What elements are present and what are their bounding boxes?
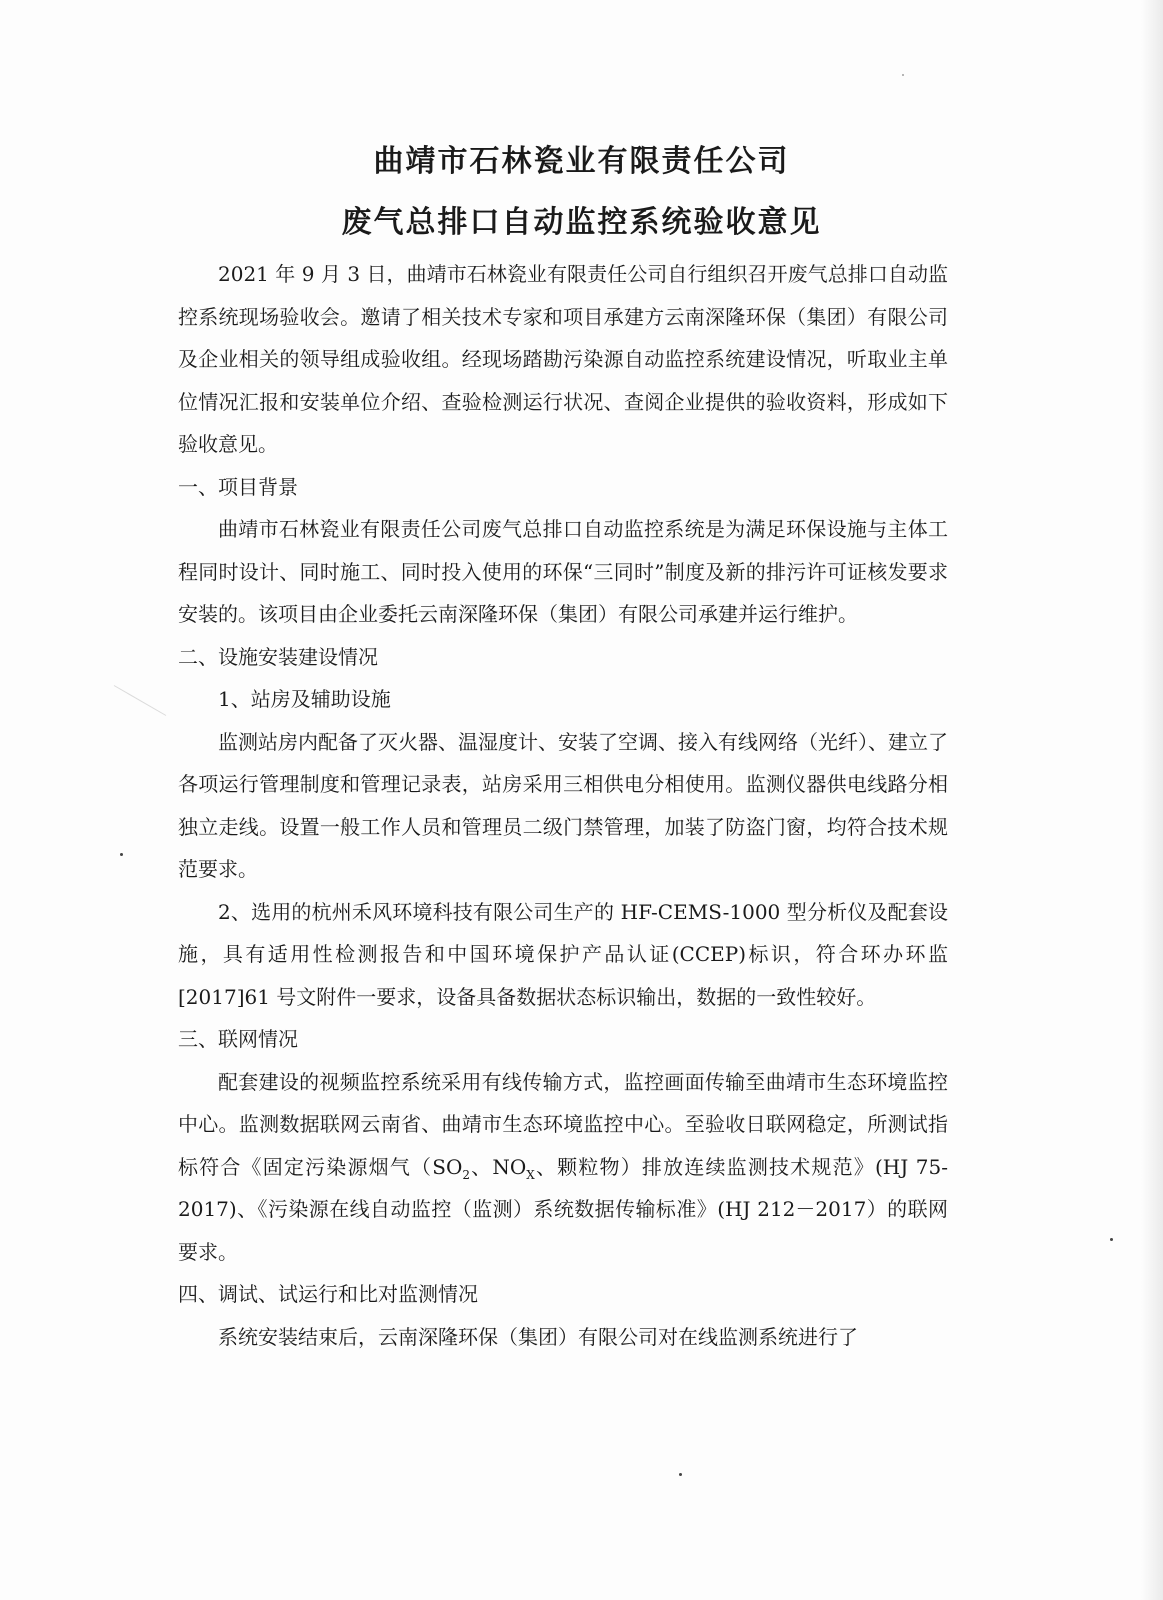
document-title-line1: 曲靖市石林瓷业有限责任公司 — [373, 144, 790, 179]
section3-heading: 三、联网情况 — [178, 1027, 298, 1051]
scan-speck — [1110, 1238, 1113, 1241]
section1-heading: 一、项目背景 — [178, 474, 298, 499]
section2-paragraph-2: 2、选用的杭州禾风环境科技有限公司生产的 HF-CEMS-1000 型分析仪及配套设施，具有适用性检测报告和中国环境保护产品认证(CCEP)标识，符合环办环监[2017]61 号文附件一要求，设备具备数据状态标识输出，数据的一致性较好。 — [178, 899, 948, 1009]
section2-subheading-1: 1、站房及辅助设施 — [218, 687, 391, 711]
scan-speck — [679, 1473, 682, 1476]
section2-paragraph-1: 监测站房内配备了灭火器、温湿度计、安装了空调、接入有线网络（光纤）、建立了各项运行管理制度和管理记录表，站房采用三相供电分相使用。监测仪器供电线路分相独立走线。设置一般工作人员和管理员二级门禁管理，加装了防盗门窗，均符合技术规范要求。 — [178, 729, 948, 881]
scan-speck — [902, 74, 904, 76]
section3-text-a: 配套建设的视频监控系统采用有线传输方式，监控画面传输至曲靖市生态环境监控中心。监测数据联网云南省、曲靖市生态环境监控中心。至验收日联网稳定，所测试指标符合《固定污染源烟气（SO — [178, 1069, 948, 1179]
document-title-line2: 废气总排口自动监控系统验收意见 — [341, 205, 822, 240]
section1-paragraph: 曲靖市石林瓷业有限责任公司废气总排口自动监控系统是为满足环保设施与主体工程同时设计、同时施工、同时投入使用的环保“三同时”制度及新的排污许可证核发要求安装的。该项目由企业委托云南深隆环保（集团）有限公司承建并运行维护。 — [178, 517, 948, 626]
document-body — [178, 253, 948, 1358]
section3-text-b: 、NO — [469, 1154, 527, 1179]
section2-heading: 二、设施安装建设情况 — [178, 644, 378, 669]
section3-paragraph — [178, 1061, 948, 1274]
section3-text-c: 、颗粒物）排放连续监测技术规范》(HJ 75-2017)、《污染源在线自动监控（监测）系统数据传输标准》(HJ 212－2017）的联网要求。 — [178, 1154, 948, 1264]
scan-mark — [114, 685, 166, 716]
nox-subscript: X — [526, 1167, 535, 1182]
section4-paragraph: 系统安装结束后，云南深隆环保（集团）有限公司对在线监测系统进行了 — [218, 1324, 858, 1349]
intro-paragraph: 2021 年 9 月 3 日，曲靖市石林瓷业有限责任公司自行组织召开废气总排口自动监控系统现场验收会。邀请了相关技术专家和项目承建方云南深隆环保（集团）有限公司及企业相关的领导组成验收组。经现场踏勘污染源自动监控系统建设情况，听取业主单位情况汇报和安装单位介绍、查验检测运行状况、查阅企业提供的验收资料，形成如下验收意见。 — [178, 262, 948, 456]
so2-subscript: 2 — [462, 1167, 470, 1182]
scan-speck — [120, 853, 123, 856]
section4-heading: 四、调试、试运行和比对监测情况 — [178, 1282, 478, 1306]
